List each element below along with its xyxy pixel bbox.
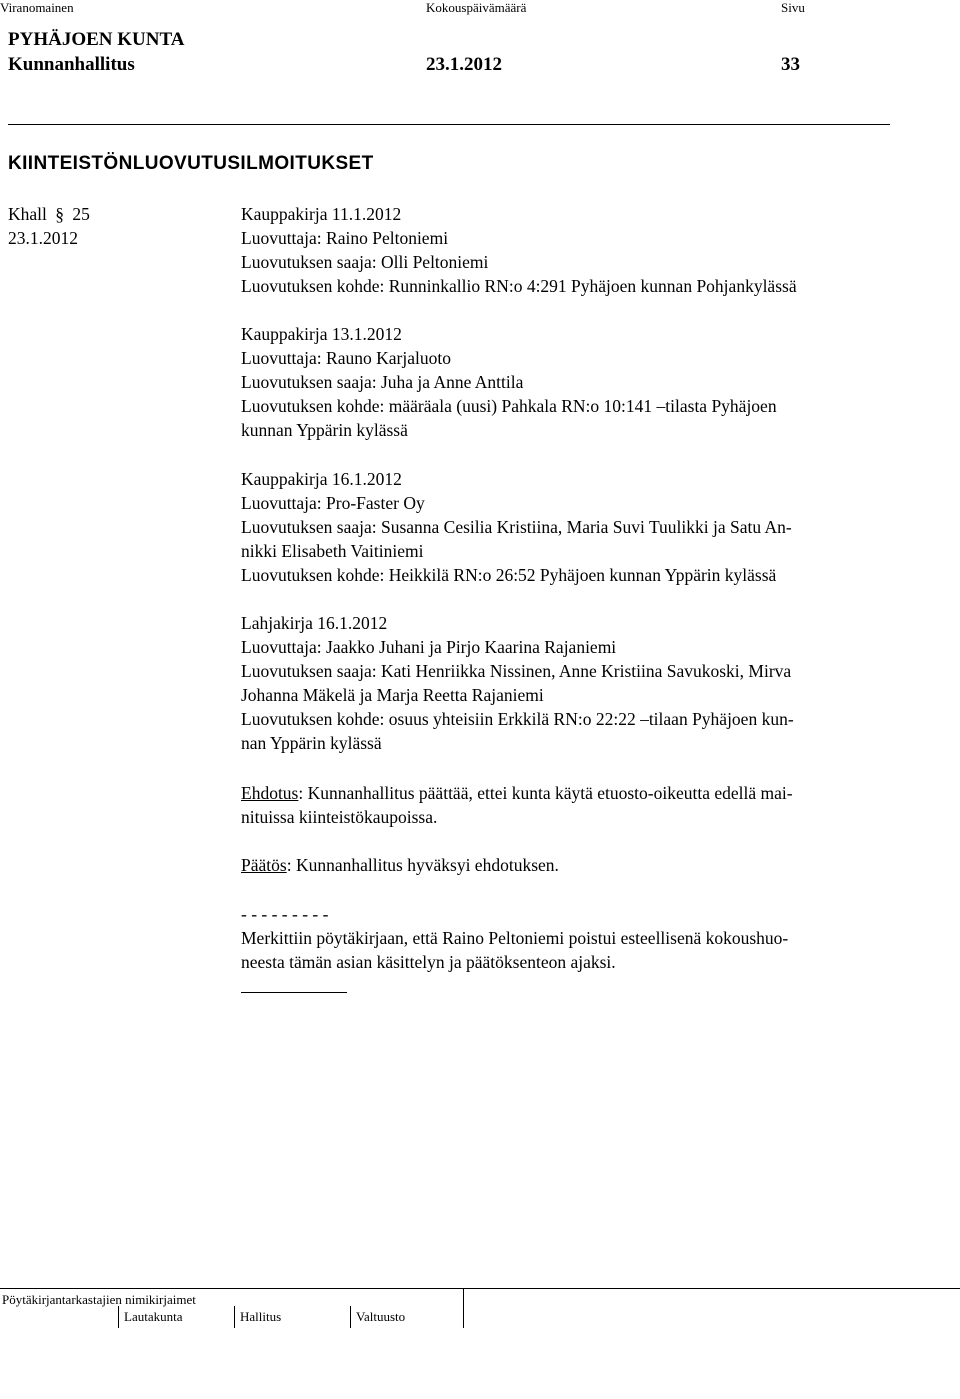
decision-text: : Kunnanhallitus hyväksyi ehdotuksen.	[286, 855, 559, 875]
proposal-text: : Kunnanhallitus päättää, ettei kunta käytä etuosto-oikeutta edellä mai-	[298, 783, 793, 803]
decision-line	[241, 853, 559, 877]
proposal-line-2: nituissa kiinteistökaupoissa.	[241, 807, 438, 827]
entry-line: Luovutuksen saaja: Susanna Cesilia Kristiina, Maria Suvi Tuulikki ja Satu An-	[241, 517, 792, 537]
footer-col-divider	[350, 1306, 351, 1328]
note-separator: - - - - - - - - -	[241, 904, 329, 924]
entry-line: Luovuttaja: Raino Peltoniemi	[241, 228, 449, 248]
page-number: 33	[781, 54, 800, 75]
header-divider	[8, 124, 890, 125]
entry-line: Luovuttaja: Jaakko Juhani ja Pirjo Kaarina Rajaniemi	[241, 637, 617, 657]
note-line-1: Merkittiin pöytäkirjaan, että Raino Peltoniemi poistui esteellisenä kokoushuo-	[241, 928, 789, 948]
section-ref-khall: Khall	[8, 204, 47, 224]
decision-label: Päätös	[241, 855, 287, 875]
entry-line: kunnan Yppärin kylässä	[241, 420, 408, 440]
entry-line: Luovutuksen saaja: Juha ja Anne Anttila	[241, 372, 524, 392]
footer-col-divider	[234, 1306, 235, 1328]
section-ref-number: 25	[72, 204, 90, 224]
header-label-meeting-date: Kokouspäivämäärä	[426, 0, 527, 15]
section-ref-date: 23.1.2012	[8, 228, 78, 248]
entry-line: Johanna Mäkelä ja Marja Reetta Rajaniemi	[241, 685, 544, 705]
section-reference	[8, 202, 90, 226]
entry-line: Luovuttaja: Rauno Karjaluoto	[241, 348, 451, 368]
authority-name: Kunnanhallitus	[8, 54, 135, 75]
end-divider	[241, 992, 347, 993]
entry-line: Luovutuksen saaja: Kati Henriikka Nissinen, Anne Kristiina Savukoski, Mirva	[241, 661, 792, 681]
entry-line: Luovutuksen kohde: Heikkilä RN:o 26:52 Pyhäjoen kunnan Yppärin kylässä	[241, 565, 777, 585]
entry-line: Luovutuksen kohde: osuus yhteisiin Erkkilä RN:o 22:22 –tilaan Pyhäjoen kun-	[241, 709, 794, 729]
entry-title: Lahjakirja 16.1.2012	[241, 613, 388, 633]
meeting-date: 23.1.2012	[426, 54, 502, 75]
footer-col-divider	[463, 1306, 464, 1328]
footer-title: Pöytäkirjantarkastajien nimikirjaimet	[2, 1292, 196, 1307]
footer-col-government: Hallitus	[240, 1309, 282, 1324]
header-label-authority: Viranomainen	[0, 0, 74, 15]
entry-line: Luovuttaja: Pro-Faster Oy	[241, 493, 425, 513]
header-label-page: Sivu	[781, 0, 805, 15]
entry-line: Luovutuksen saaja: Olli Peltoniemi	[241, 252, 489, 272]
footer-col-divider	[118, 1306, 119, 1328]
footer-col-council: Valtuusto	[356, 1309, 406, 1324]
organization-name: PYHÄJOEN KUNTA	[8, 29, 185, 50]
entry-title: Kauppakirja 13.1.2012	[241, 324, 402, 344]
section-title: KIINTEISTÖNLUOVUTUSILMOITUKSET	[8, 153, 374, 174]
note-line-2: neesta tämän asian käsittelyn ja päätöksenteon ajaksi.	[241, 952, 616, 972]
entry-line: nikki Elisabeth Vaitiniemi	[241, 541, 424, 561]
proposal-line-1	[241, 781, 793, 805]
entry-title: Kauppakirja 16.1.2012	[241, 469, 402, 489]
entry-title: Kauppakirja 11.1.2012	[241, 204, 402, 224]
footer-col-board: Lautakunta	[124, 1309, 183, 1324]
proposal-label: Ehdotus	[241, 783, 299, 803]
section-symbol: §	[55, 204, 65, 224]
entry-line: Luovutuksen kohde: Runninkallio RN:o 4:291 Pyhäjoen kunnan Pohjankylässä	[241, 276, 797, 296]
entry-line: Luovutuksen kohde: määräala (uusi) Pahkala RN:o 10:141 –tilasta Pyhäjoen	[241, 396, 777, 416]
entry-line: nan Yppärin kylässä	[241, 733, 382, 753]
footer-divider	[0, 1288, 960, 1289]
